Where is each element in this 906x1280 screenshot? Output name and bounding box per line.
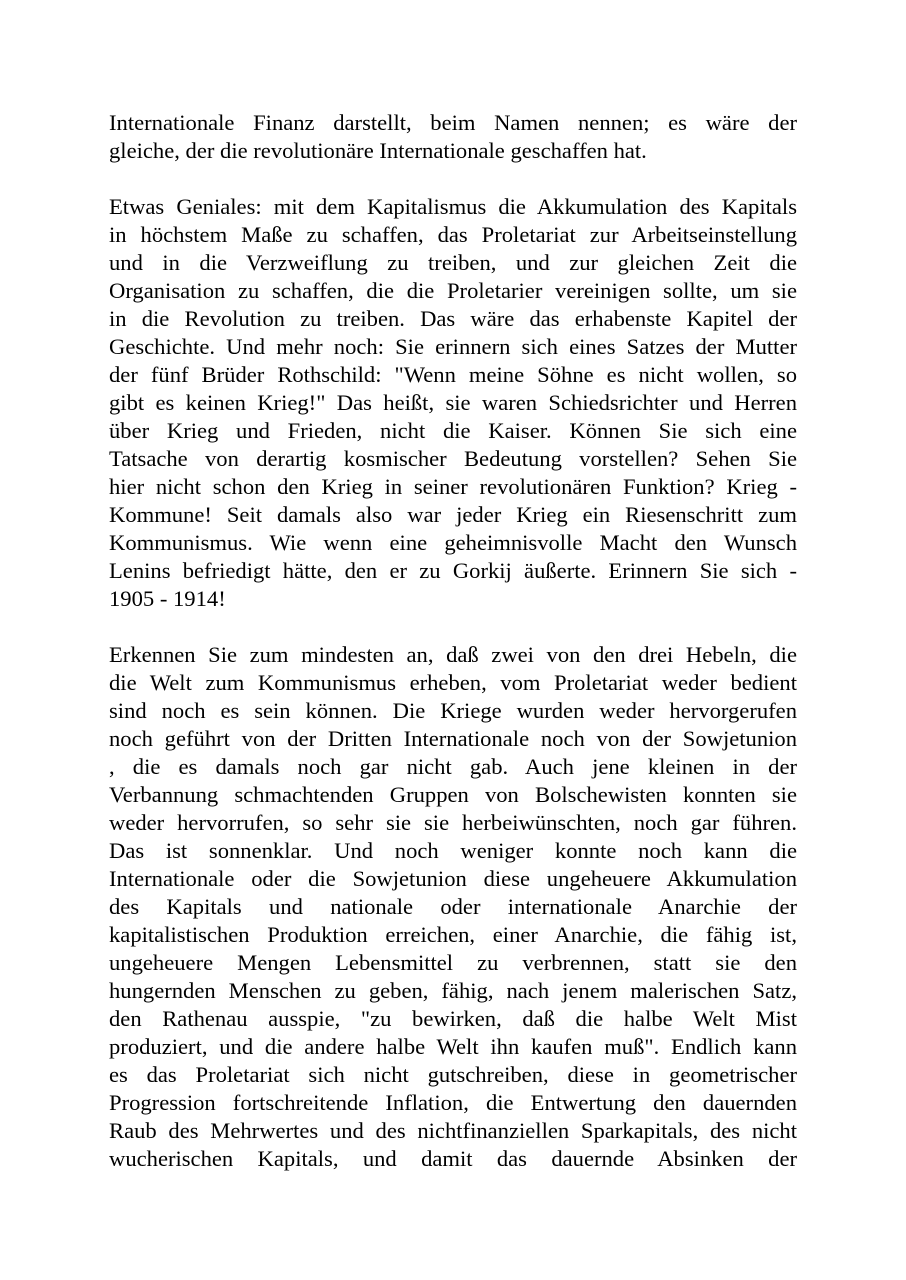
text-line: kapitalistischen Produktion erreichen, einer Anarchie, die fähig ist, [109,922,797,947]
text-line: ungeheuere Mengen Lebensmittel zu verbrennen, statt sie den [109,950,797,975]
text-line: weder hervorrufen, so sehr sie sie herbeiwünschten, noch gar führen. [109,810,797,835]
text-line: produziert, und die andere halbe Welt ihn kaufen muß". Endlich kann [109,1034,797,1059]
text-line: Verbannung schmachtenden Gruppen von Bolschewisten konnten sie [109,782,797,807]
text-line: über Krieg und Frieden, nicht die Kaiser. Können Sie sich eine [109,418,797,443]
text-line: Internationale oder die Sowjetunion diese ungeheuere Akkumulation [109,866,797,891]
text-line: hier nicht schon den Krieg in seiner revolutionären Funktion? Krieg - [109,474,797,499]
text-line: Internationale Finanz darstellt, beim Namen nennen; es wäre der [109,110,797,135]
paragraph-3 [109,641,797,1173]
text-line: Progression fortschreitende Inflation, die Entwertung den dauernden [109,1090,797,1115]
text-line: Kommunismus. Wie wenn eine geheimnisvolle Macht den Wunsch [109,530,797,555]
text-line: und in die Verzweiflung zu treiben, und zur gleichen Zeit die [109,250,797,275]
text-line: Erkennen Sie zum mindesten an, daß zwei von den drei Hebeln, die [109,642,797,667]
text-line: sind noch es sein können. Die Kriege wurden weder hervorgerufen [109,698,797,723]
text-line: 1905 - 1914! [109,586,226,611]
text-line: gibt es keinen Krieg!" Das heißt, sie waren Schiedsrichter und Herren [109,390,797,415]
text-line: Etwas Geniales: mit dem Kapitalismus die Akkumulation des Kapitals [109,194,797,219]
text-line: in höchstem Maße zu schaffen, das Proletariat zur Arbeitseinstellung [109,222,797,247]
text-line: die Welt zum Kommunismus erheben, vom Proletariat weder bedient [109,670,797,695]
text-line: hungernden Menschen zu geben, fähig, nach jenem malerischen Satz, [109,978,797,1003]
text-line: der fünf Brüder Rothschild: "Wenn meine Söhne es nicht wollen, so [109,362,797,387]
text-line: Lenins befriedigt hätte, den er zu Gorkij äußerte. Erinnern Sie sich - [109,558,797,583]
text-line: Organisation zu schaffen, die die Proletarier vereinigen sollte, um sie [109,278,797,303]
text-line: es das Proletariat sich nicht gutschreiben, diese in geometrischer [109,1062,797,1087]
paragraph-2 [109,193,797,613]
text-line: des Kapitals und nationale oder internationale Anarchie der [109,894,797,919]
text-line: in die Revolution zu treiben. Das wäre das erhabenste Kapitel der [109,306,797,331]
text-line: wucherischen Kapitals, und damit das dauernde Absinken der [109,1146,797,1171]
text-line: noch geführt von der Dritten Internationale noch von der Sowjetunion [109,726,797,751]
text-line: Raub des Mehrwertes und des nichtfinanziellen Sparkapitals, des nicht [109,1118,797,1143]
paragraph-1 [109,109,797,165]
text-line: Tatsache von derartig kosmischer Bedeutung vorstellen? Sehen Sie [109,446,797,471]
text-line: Kommune! Seit damals also war jeder Krieg ein Riesenschritt zum [109,502,797,527]
text-line: gleiche, der die revolutionäre Internationale geschaffen hat. [109,138,647,163]
text-line: , die es damals noch gar nicht gab. Auch jene kleinen in der [109,754,797,779]
text-line: Das ist sonnenklar. Und noch weniger konnte noch kann die [109,838,797,863]
text-line: den Rathenau ausspie, "zu bewirken, daß die halbe Welt Mist [109,1006,797,1031]
text-line: Geschichte. Und mehr noch: Sie erinnern sich eines Satzes der Mutter [109,334,797,359]
